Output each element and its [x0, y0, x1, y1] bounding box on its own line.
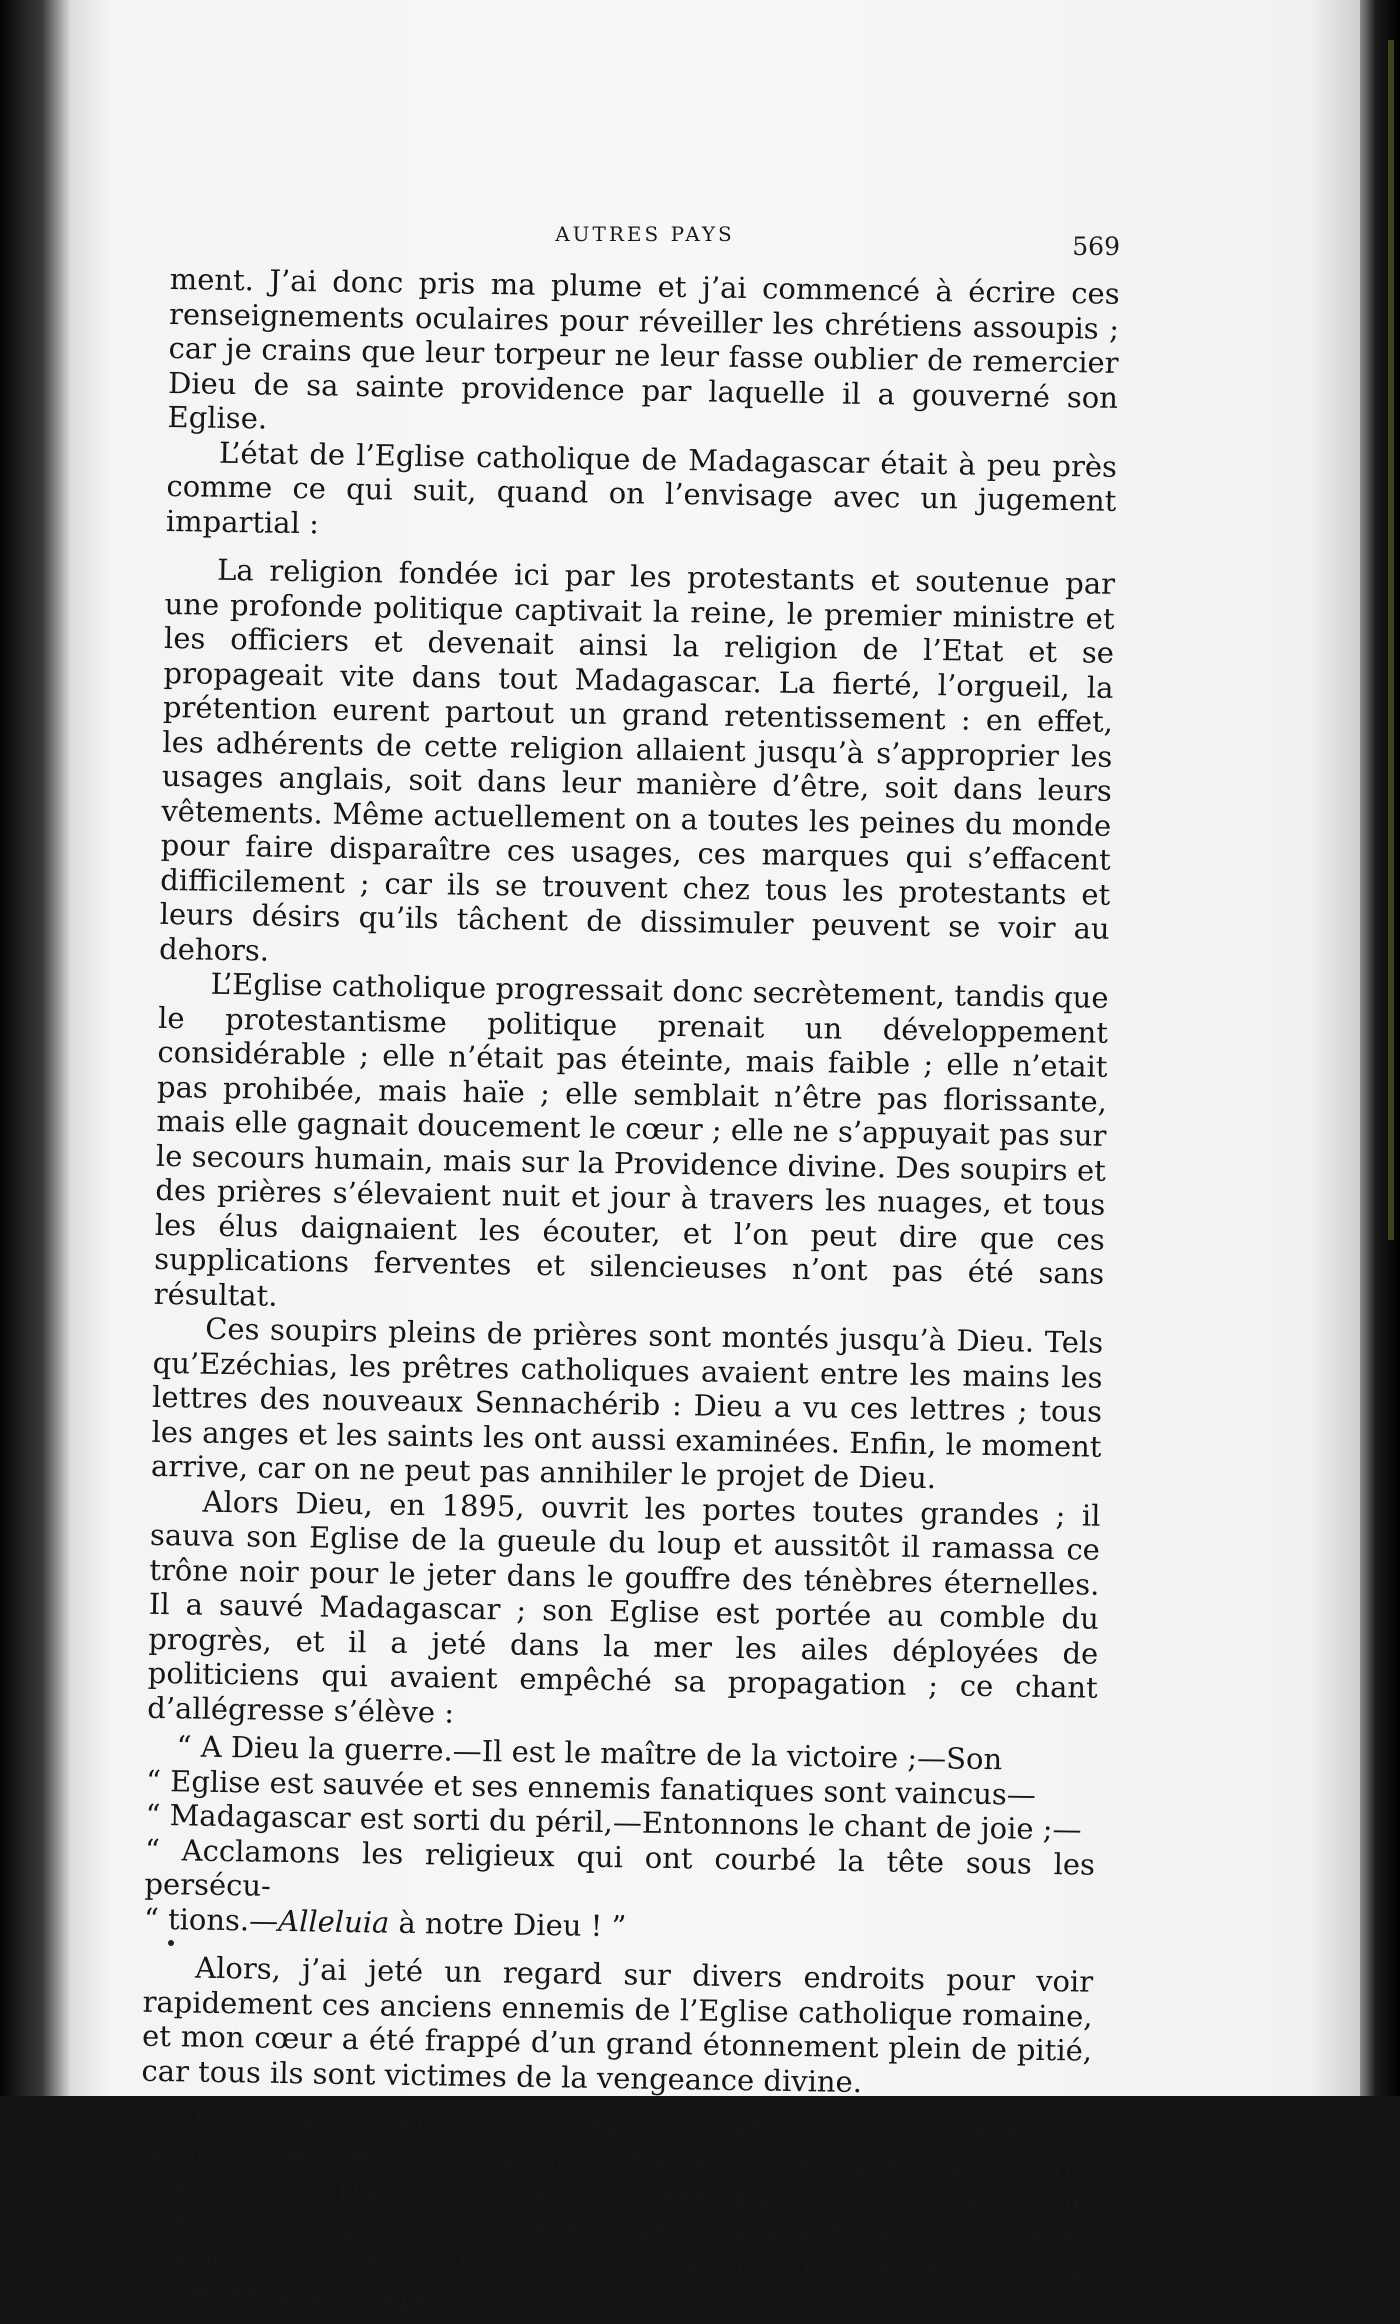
hymn-line: “ Acclamons les religieux qui ont courbé la tête sous les persécu- — [144, 1832, 1096, 1903]
page-header — [170, 212, 1120, 272]
paragraph: L’état de l’Eglise catholique de Madagascar était à peu près comme ce qui suit, quand on l’envisage avec un jugement impartial : — [165, 435, 1118, 540]
binding-edge — [1388, 40, 1394, 1240]
left-page-edge — [0, 0, 70, 2096]
ink-speck — [168, 1940, 174, 1946]
paragraph: La religion fondée ici par les protestants et soutenue par une profonde politique captivait la reine, le premier ministre et les officiers et devenait ainsi la religion de l’Etat et se propageait vite dans tout Madagascar. La fierté, l’orgueil, la prétention eurent partout un grand retentissement : en effet, les adhérents de cette religion allaient jusqu’à s’approprier les usages anglais, soit dans leur manière d’être, soit dans leurs vêtements. Même actuellement on a toutes les peines du monde pour faire disparaître ces usages, ces marques qui s’effacent difficilement ; car ils se trouvent chez tous les protestants et leurs désirs qu’ils tâchent de dissimuler peuvent se voir au dehors. — [158, 552, 1116, 968]
paragraph: Alors, j’ai jeté un regard sur divers endroits pour voir rapidement ces anciens ennemis de l’Eglise catholique romaine, et mon cœur a été frappé d’un grand étonnement plein de pitié, car tous ils sont victimes de la vengeance divine. — [141, 1950, 1094, 2099]
hymn-line: “ Madagascar est sorti du péril,—Entonnons le chant de joie ;— — [145, 1797, 1082, 1847]
hymn-text: “ tions.— — [143, 1901, 279, 1938]
hymn-line: “ A Dieu la guerre.—Il est le maître de la victoire ;—Son — [176, 1729, 1003, 1777]
hymn-text: à notre Dieu ! ” — [389, 1905, 627, 1943]
running-head: AUTRES PAYS — [555, 222, 735, 246]
hymn-line: “ Eglise est sauvée et ses ennemis fanatiques sont vaincus— — [145, 1763, 1037, 1812]
right-page-edge — [1360, 0, 1400, 2096]
paragraph: Ces soupirs pleins de prières sont montés jusqu’à Dieu. Tels qu’Ezéchias, les prêtres catholiques avaient entre les mains les lettres des nouveaux Sennachérib : Dieu a vu ces lettres ; tous les anges et les saints les ont aussi examinées. Enfin, le moment arrive, car on ne peut pas annihiler le projet de Dieu. — [150, 1311, 1104, 1496]
paragraph: ment. J’ai donc pris ma plume et j’ai commencé à écrire ces renseignements oculaires pour réveiller les chrétiens assoupis ; car je crains que leur torpeur ne leur fasse oublier de remercier Dieu de sa sainte providence par laquelle il a gouverné son Eglise. — [167, 262, 1120, 436]
paragraph: Examinez bien cela, chers chrétiens, car c’est un témoignage de la vérité de notre Eglise et une marque de l’amour que Dieu a pour elle. Certes, pas un des ennemis de notre Eglise qui ne soit châtié. Ah ! j’ai été tellement surpris que je fus sur le point d’inscrire ici le nom de chacun. Non ! je ne le ferai pas, cepen- — [137, 2102, 1091, 2314]
paragraph: Alors Dieu, en 1895, ouvrit les portes toutes grandes ; il sauva son Eglise de la gueule du loup et aussitôt il ramassa ce trône noir pour le jeter dans le gouffre des ténèbres éternelles. Il a sauvé Madagascar ; son Eglise est portée au comble du progrès, et il a jeté dans la mer les ailes déployées de politiciens qui avaient empêché sa propagation ; ce chant d’allégresse s’élève : — [147, 1484, 1101, 1730]
page-number: 569 — [1072, 232, 1120, 261]
hymn-quote — [144, 1729, 1097, 1951]
paragraph: L’Eglise catholique progressait donc secrètement, tandis que le protestantisme politique prenait un développement considérable ; elle n’était pas éteinte, mais faible ; elle n’etait pas prohibée, mais haïe ; elle semblait n’être pas florissante, mais elle gagnait doucement le cœur ; elle ne s’appuyait pas sur le secours humain, mais sur la Providence divine. Des soupirs et des prières s’élevaient nuit et jour à travers les nuages, et tous les élus daignaient les écouter, et l’on peut dire que ces supplications ferventes et silencieuses n’ont pas été sans résultat. — [153, 966, 1109, 1313]
body-text — [138, 262, 1120, 2324]
alleluia-italic: Alleluia — [277, 1903, 390, 1940]
